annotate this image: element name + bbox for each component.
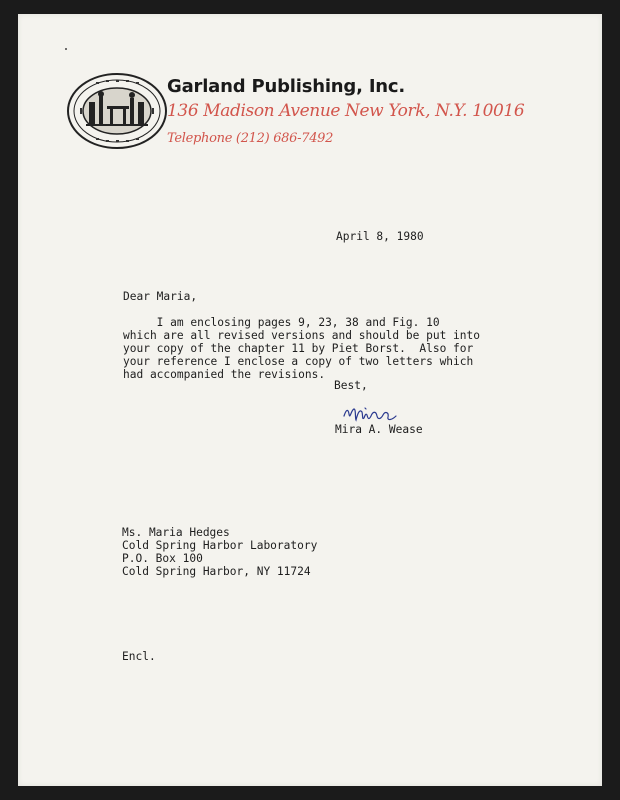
salutation: Dear Maria, xyxy=(123,290,198,303)
body-line: your reference I enclose a copy of two letters which xyxy=(123,355,474,368)
enclosure-note: Encl. xyxy=(122,650,156,663)
body-line: had accompanied the revisions. xyxy=(123,368,326,381)
recipient-line: Cold Spring Harbor, NY 11724 xyxy=(122,565,311,578)
recipient-line: P.O. Box 100 xyxy=(122,552,203,565)
signer-name: Mira A. Wease xyxy=(335,423,423,436)
closing: Best, xyxy=(334,379,368,392)
company-name: Garland Publishing, Inc. xyxy=(167,76,406,97)
publisher-seal-logo xyxy=(66,72,168,150)
recipient-line: Cold Spring Harbor Laboratory xyxy=(122,539,318,552)
letter-date: April 8, 1980 xyxy=(336,230,424,243)
company-address: 136 Madison Avenue New York, N.Y. 10016 xyxy=(167,101,525,121)
recipient-line: Ms. Maria Hedges xyxy=(122,526,230,539)
paper-speck xyxy=(65,48,67,50)
body-line: I am enclosing pages 9, 23, 38 and Fig. 10 xyxy=(123,316,440,329)
body-line: your copy of the chapter 11 by Piet Borst. Also for xyxy=(123,342,474,355)
body-line: which are all revised versions and should be put into xyxy=(123,329,480,342)
company-telephone: Telephone (212) 686-7492 xyxy=(167,131,334,146)
letter-page xyxy=(18,14,602,786)
